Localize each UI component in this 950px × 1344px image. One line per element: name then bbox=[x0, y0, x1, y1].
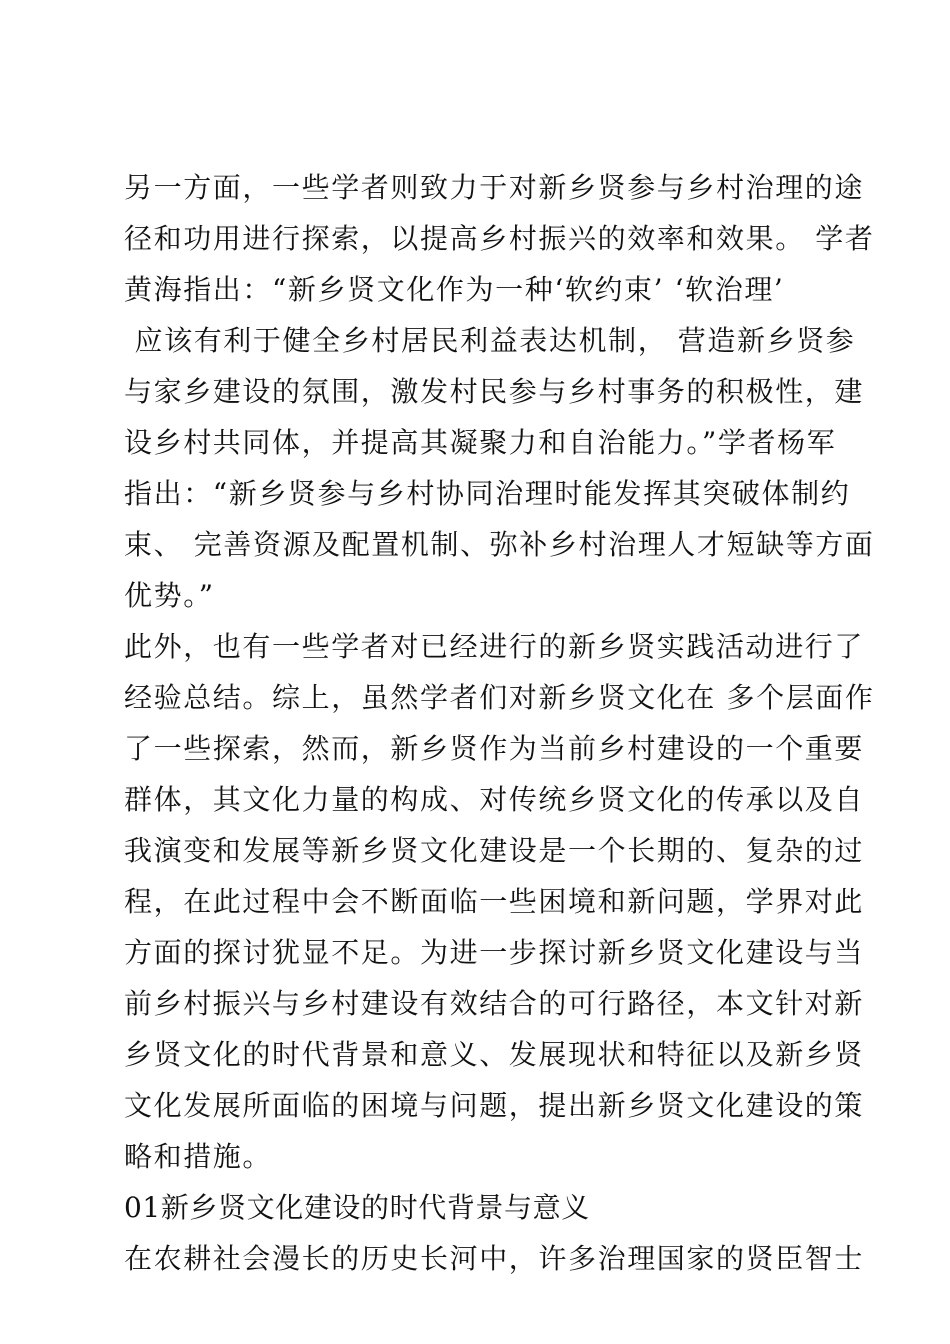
paragraph-scholar-views bbox=[124, 162, 875, 621]
text-line: 径和功用进行探索，以提高乡村振兴的效率和效果。 学者 bbox=[124, 222, 875, 255]
text-line: 我演变和发展等新乡贤文化建设是一个长期的、复杂的过 bbox=[124, 834, 865, 867]
document-body bbox=[124, 162, 875, 1284]
text-line: 另一方面，一些学者则致力于对新乡贤参与乡村治理的途 bbox=[124, 171, 865, 204]
text-line: 优势。” bbox=[124, 579, 215, 612]
text-line: 文化发展所面临的困境与问题，提出新乡贤文化建设的策 bbox=[124, 1089, 865, 1122]
text-line: 方面的探讨犹显不足。为进一步探讨新乡贤文化建设与当 bbox=[124, 936, 865, 969]
text-line: 应该有利于健全乡村居民利益表达机制， 营造新乡贤参 bbox=[124, 324, 856, 357]
text-line: 与家乡建设的氛围，激发村民参与乡村事务的积极性，建 bbox=[124, 375, 865, 408]
text-line: 了一些探索，然而，新乡贤作为当前乡村建设的一个重要 bbox=[124, 732, 865, 765]
text-line: 前乡村振兴与乡村建设有效结合的可行路径，本文针对新 bbox=[124, 987, 865, 1020]
paragraph-historical-background bbox=[124, 1233, 865, 1284]
paragraph-research-summary bbox=[124, 621, 875, 1182]
text-line: 经验总结。综上，虽然学者们对新乡贤文化在 多个层面作 bbox=[124, 681, 875, 714]
text-line: 束、 完善资源及配置机制、弥补乡村治理人才短缺等方面 bbox=[124, 528, 875, 561]
text-line: 乡贤文化的时代背景和意义、发展现状和特征以及新乡贤 bbox=[124, 1038, 865, 1071]
text-line: 群体，其文化力量的构成、对传统乡贤文化的传承以及自 bbox=[124, 783, 865, 816]
text-line: 此外，也有一些学者对已经进行的新乡贤实践活动进行了 bbox=[124, 630, 865, 663]
text-line: 黄海指出：“新乡贤文化作为一种‘软约束’ ‘软治理’ bbox=[124, 273, 785, 306]
text-line: 设乡村共同体，并提高其凝聚力和自治能力。”学者杨军 bbox=[124, 426, 837, 459]
text-line: 略和措施。 bbox=[124, 1140, 273, 1173]
section-heading: 01新乡贤文化建设的时代背景与意义 bbox=[124, 1191, 590, 1224]
text-line: 在农耕社会漫长的历史长河中，许多治理国家的贤臣智士 bbox=[124, 1242, 865, 1275]
text-line: 程，在此过程中会不断面临一些困境和新问题，学界对此 bbox=[124, 885, 865, 918]
text-line: 指出：“新乡贤参与乡村协同治理时能发挥其突破体制约 bbox=[124, 477, 851, 510]
